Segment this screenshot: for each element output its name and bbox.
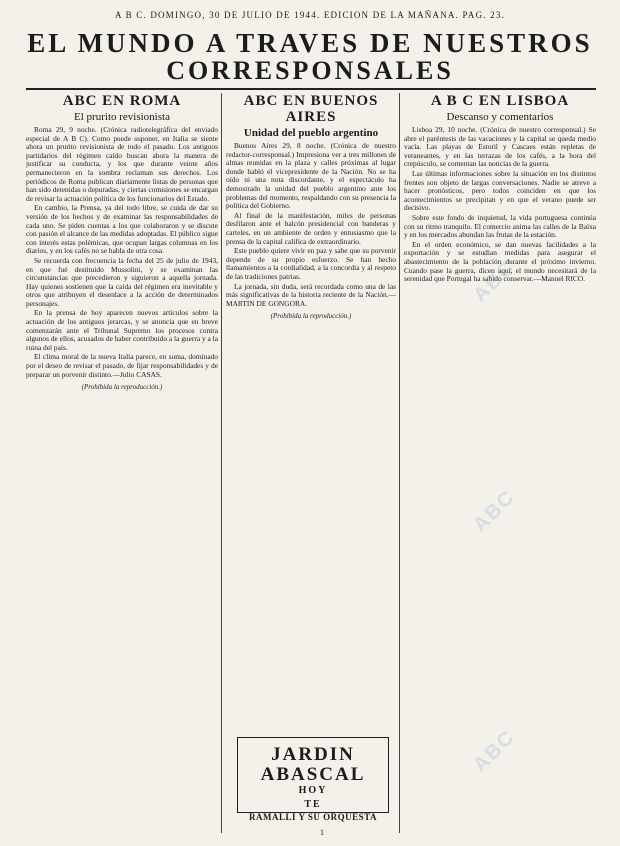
column-buenos-aires: [226, 93, 396, 320]
banner-line-2: CORRESPONSALES: [166, 56, 454, 85]
advertisement-line: TE: [304, 799, 322, 810]
watermark: ABC: [469, 725, 520, 777]
column-heading: A B C EN LISBOA: [430, 93, 570, 109]
article-paragraph: Sobre este fondo de inquietud, la vida portuguesa continúa con su ritmo tranquilo. El comercio anima las calles de la Baixa y en los mercados abundan las frutas de la estación.: [404, 212, 596, 240]
advertisement-box: [237, 737, 389, 822]
article-paragraph: Al final de la manifestación, miles de personas desfilaron ante el balcón presidencial con banderas y carteles, en un ambiente de orden y entusiasmo que la prensa de la capital califica de extraordinario.: [226, 210, 396, 246]
column-divider: [399, 93, 400, 833]
column-heading: ABC EN BUENOS AIRES: [243, 93, 379, 125]
page-header-dateline: A B C. DOMINGO, 30 DE JULIO DE 1944. EDICION DE LA MAÑANA. PAG. 23.: [114, 10, 506, 20]
article-paragraph: El clima moral de la nueva Italia parece, en suma, dominado por el deseo de revisar el pasado, de fijar responsabilidades y de preparar un porvenir distinto.—Julio CASAS.: [26, 352, 218, 379]
article-body: [26, 126, 218, 379]
advertisement-line: RAMALLI Y SU ORQUESTA: [249, 812, 377, 822]
column-rome: [26, 93, 218, 391]
banner-line-1: EL MUNDO A TRAVES DE NUESTROS: [27, 28, 593, 58]
column-divider: [221, 93, 222, 833]
column-heading: ABC EN ROMA: [62, 93, 182, 109]
column-lisbon: [404, 93, 596, 285]
article-paragraph: La jornada, sin duda, será recordada como una de las más significativas de la historia reciente de la Nación.—MARTIN DE GONGORA.: [226, 281, 396, 308]
column-subheading: Unidad del pueblo argentino: [243, 127, 379, 139]
advertisement-line: HOY: [298, 785, 328, 796]
article-paragraph: En la prensa de hoy aparecen nuevos artículos sobre la actuación de los antiguos jerarcas, y se anuncia que en breve comenzarán ante el Tribunal Supremo los procesos contra algunos de ellos, acusados de haber contribuido a la guerra y a la ruina del país.: [26, 308, 218, 352]
watermark: ABC: [469, 255, 520, 307]
article-body: [226, 142, 396, 308]
banner-rule: [26, 88, 596, 90]
article-paragraph: Lisboa 29, 10 noche. (Crónica de nuestro corresponsal.) Se abre el paréntesis de las vacaciones y la capital se queda medio vacía. Las playas de Estoril y Cascaes están repletas de veraneantes, y en las terrazas de los cafés, a la hora del crepúsculo, se comentan las noticias de la guerra.: [404, 125, 596, 169]
column-subheading: Descanso y comentarios: [446, 111, 554, 123]
advertisement-title: JARDIN ABASCAL: [260, 744, 366, 785]
article-paragraph: En el orden económico, se dan nuevas facilidades a la exportación y se estudian medidas para asegurar el abastecimiento de la población durante el próximo invierno. Cuando pase la guerra, dicen aquí, el mundo necesitará de la serenidad que Portugal ha sabido conservar.—Manuel RICO.: [404, 239, 596, 284]
article-paragraph: Este pueblo quiere vivir en paz y sabe que su porvenir depende de su propio esfuerzo. Se han hecho llamamientos a la cordialidad, a la concordia y al respeto de las tradiciones patrias.: [226, 246, 396, 281]
reproduction-notice: (Prohibida la reproducción.): [270, 312, 352, 321]
watermark: ABC: [469, 485, 520, 537]
page-mark: 1: [320, 828, 324, 837]
article-paragraph: En cambio, la Prensa, ya del todo libre, se cuida de dar su versión de los hechos y de examinar las responsabilidades de cada uno. Se piden cuentas a los que colaboraron y se discute con pasión el alcance de las medidas adoptadas. El público sigue con interés estas polémicas, que ocupan largas columnas en los diarios, y en los cafés no se habla de otra cosa.: [26, 203, 218, 256]
article-paragraph: Roma 29, 9 noche. (Crónica radiotelegráfica del enviado especial de A B C). Como puede suponer, en Italia se siente ahora un prurito revisionista de todo el pasado. Los antiguos partidarios del régimen caído buscan ahora la manera de justificar su conducta, y los que durante veinte años permanecieron en la sombra reclaman sus derechos. Los periódicos de Roma publican diariamente listas de personas que han sido detenidas o depuradas, y ciertas comisiones se encargan de revisar la actuación política de los funcionarios del Estado.: [26, 125, 218, 203]
column-subheading: El prurito revisionista: [74, 111, 170, 123]
article-paragraph: Las últimas informaciones sobre la situación en los distintos frentes son objeto de largas conversaciones. Nadie se atreve a hacer pronósticos, pero todos coinciden en que los acontecimientos se precipitan y en que el verano puede ser decisivo.: [404, 168, 596, 213]
article-paragraph: Se recuerda con frecuencia la fecha del 25 de julio de 1943, en que fué destituido Mussolini, y se examinan las circunstancias que precedieron y siguieron a aquella jornada. Hay quienes sostienen que la caída del régimen era inevitable y otros que atribuyen el desenlace a la acción de determinados personajes.: [26, 255, 218, 308]
article-paragraph: Buenos Aires 29, 8 noche. (Crónica de nuestro redactor-corresponsal.) Impresiona ver a tres millones de almas reunidas en la plaza y calles próximas al lugar donde habló el vicepresidente de la Nación. No se ha oído ni una nota discordante, y el espectáculo ha demostrado la unidad del pueblo argentino ante los problemas del momento, respaldando con su presencia la política del Gobierno.: [226, 141, 396, 211]
reproduction-notice: (Prohibida la reproducción.): [81, 383, 163, 392]
